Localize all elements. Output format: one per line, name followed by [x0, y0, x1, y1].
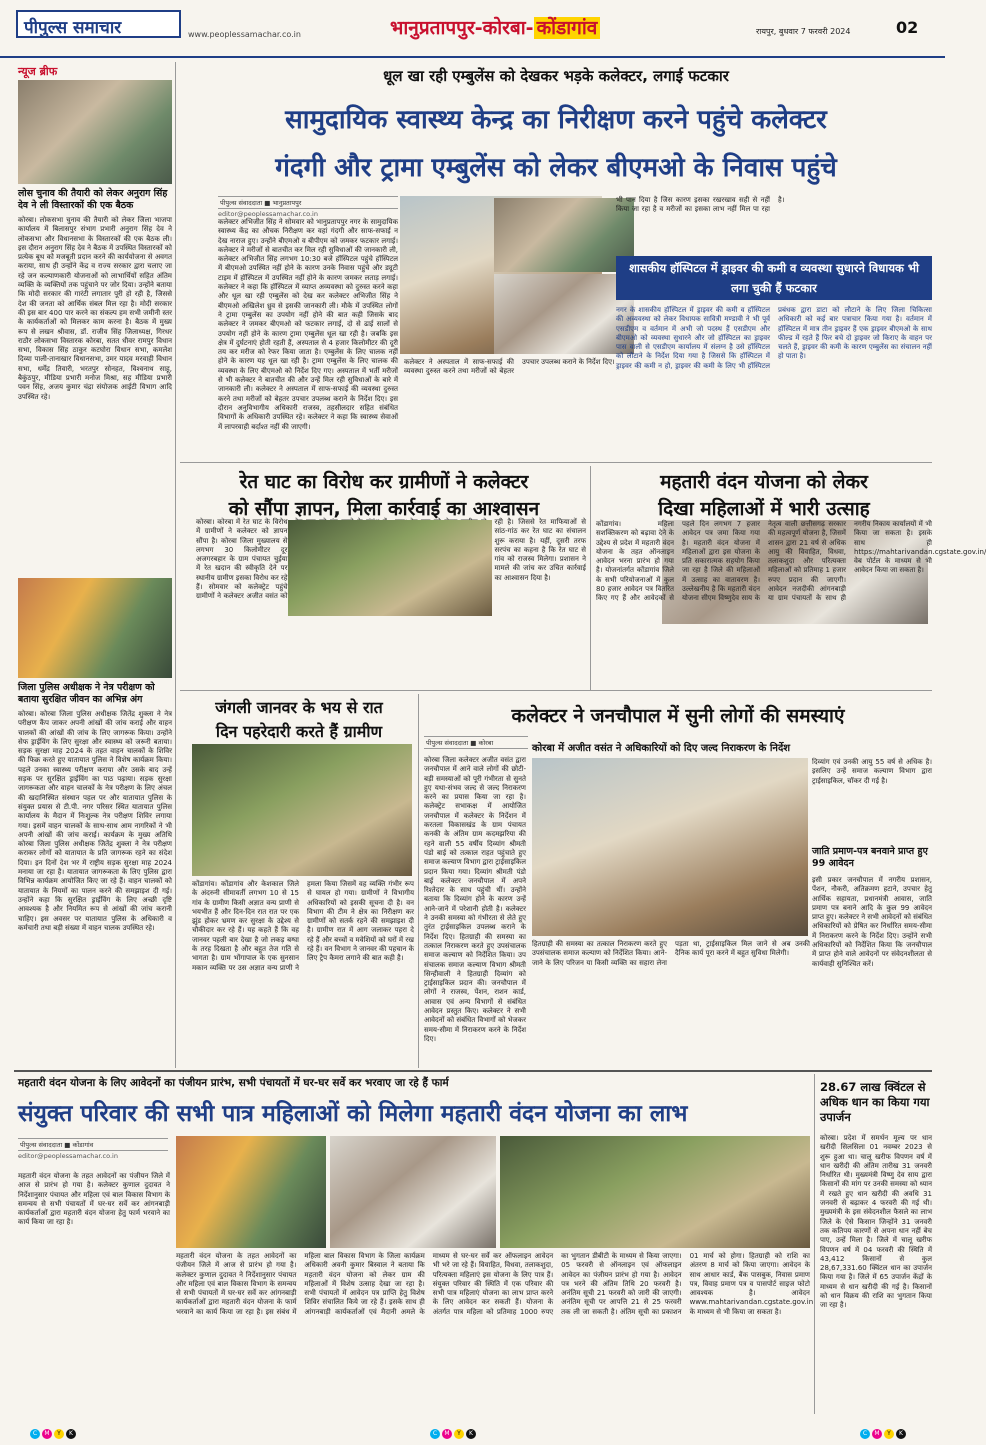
janchaupal-headline: कलेक्टर ने जनचौपाल में सुनी लोगों की समस्याएं	[511, 705, 845, 727]
mahtari-headline-1: महतारी वंदन योजना को लेकर	[660, 471, 868, 493]
section-divider	[180, 462, 932, 463]
mahtari-headline-2: दिखा महिलाओं में भारी उत्साह	[658, 498, 870, 520]
animal-body: कोंडागांव। कोंडागांव और केशकाल जिले के अंदरुनी सीमावर्ती लगभग 10 से 15 गांव के ग्रामीण किसी अज्ञात वन्य प्राणी से भयभीत हैं और दिन-दिन रात रात पर एक झुंड होकर भ्रमण कर सुरक्षा के उद्देश्य से चौकीदार कर रहे हैं। यह कहते हैं कि वह जानवर पहली बार देखा है जो लकड़ बग्घा के तरह दिखता है और बहुत तेज गति से भागता है। ग्राम भोंगापाल के एक सुनसान मकान व्यक्ति पर उस अज्ञात वन्य प्राणी ने हमला किया जिसमें वह व्यक्ति गंभीर रूप से घायल हो गया। ग्रामीणों ने विभागीय अधिकारियों को इसकी सूचना दी है। वन विभाग की टीम ने क्षेत्र का निरीक्षण कर ग्रामीणों को सतर्क रहने की समझाइश दी है। ग्रामीण रात में आग जलाकर पहरा दे रहे हैं और बच्चों व मवेशियों को घरों में रख रहे हैं। वन विभाग ने जानवर की पहचान के लिए ट्रैप कैमरा लगाने की बात कही है।	[192, 880, 414, 972]
janchaupal-body: कोरबा जिला कलेक्टर अजीत वसंत द्वारा जनचौपाल में आने वाले लोगों की छोटी-बड़ी समस्याओं को पूरी गंभीरता से सुनते हुए यथा-संभव जल्द से जल्द निराकरण करने का प्रयास किया जा रहा है। कलेक्ट्रेट सभाकक्ष में आयोजित जनचौपाल में कलेक्टर के निर्देशन में करतला विकासखंड के ग्राम पंचायत कनकी के अंतिम ग्राम कदमझरिया की रहने वाली 55 वर्षीय दिव्यांग श्रीमती पंडो बाई को तत्काल राहत पहुंचाते हुए समाज कल्याण विभाग द्वारा ट्राईसाइकिल प्रदान किया गया। दिव्यांग श्रीमती पंडो बाई कलेक्टर जनचौपाल में अपने रिश्तेदार के साथ पहुंची थीं। उन्होंने बताया कि दिव्यांग होने के कारण उन्हें आने-जाने में परेशानी होती है। कलेक्टर ने उनकी समस्या को गंभीरता से लेते हुए तुरंत ट्राईसाइकिल उपलब्ध कराने के निर्देश दिए। हितग्राही की समस्या का तत्काल निराकरण करते हुए उपसंचालक समाज कल्याण को निर्देशित किया। उप संचालक समाज कल्याण विभाग श्रीमती सिन्हीवाली ने हितग्राही दिव्यांग को ट्राईसाइकिल प्रदान की। जनचौपाल में लोगों ने राजस्व, पेंशन, राशन कार्ड, आवास एवं अन्य विभागों से संबंधित आवेदन प्रस्तुत किए। कलेक्टर ने सभी आवेदनों को संबंधित विभागों को भेजकर समय-सीमा में निराकरण करने के निर्देश दिए।	[424, 756, 526, 1043]
page-number: 02	[896, 18, 919, 37]
brief-photo-eye-camp	[18, 578, 172, 678]
cmyk-c-2: C	[430, 1429, 440, 1439]
joint-photo-2	[330, 1136, 496, 1248]
paddy-body: कोरबा। प्रदेश में समर्थन मूल्य पर धान खरीदी सिलसिला 01 नवम्बर 2023 से शुरू हुआ था। चालू खरीफ विपणन वर्ष में धान खरीदी की अंतिम तारीख 31 जनवरी निर्धारित थी। मुख्यमंत्री विष्णु देव साय द्वारा किसानों की मांग पर उनकी समस्या को ध्यान में रखते हुए धान खरीदी की अवधि 31 जनवरी से बढ़ाकर 4 फरवरी की गई थी। मुख्यमंत्री के इस संवेदनशील फैसले का लाभ जिले के ऐसे किसान जिन्होंने 31 जनवरी तक कतिपय कारणों से अपना धान नहीं बेच पाए, उन्हें मिला है। जिले में चालू खरीफ विपणन वर्ष में 04 फरवरी की स्थिति में 43,412 किसानों से कुल 28,67,331.60 क्विंटल धान का उपार्जन किया गया है। जिले में 65 उपार्जन केंद्रों के माध्यम से धान खरीदी की गई है। किसानों को धान विक्रय की राशि का भुगतान किया जा रहा है।	[820, 1134, 932, 1310]
section-title-highlight: कोंडागांव	[534, 17, 601, 39]
ambulance-sub-headline: शासकीय हॉस्पिटल में ड्राइवर की कमी व व्यवस्था सुधारने विधायक भी लगा चुकी हैं फटकार	[616, 256, 932, 300]
animal-headline-1: जंगली जानवर के भय से रात	[215, 698, 383, 717]
column-divider-2	[590, 466, 591, 690]
section-title-prefix: भानुप्रतापपुर-कोरबा-	[390, 17, 534, 39]
brief-body-2: कोरबा। कोरबा जिला पुलिस अधीक्षक जितेंद्र शुक्ला ने नेत्र परीक्षण कैंप जाकर अपनी आंखों की जांच कराई और वाहन चालकों की आंखों की जांच के लिए जागरूक किया। उन्होंने सेफ ड्राईविंग के लिए सुरक्षा और स्वास्थ्य को जरूरी बताया। सड़क सुरक्षा माह 2024 के तहत वाहन चालकों के शिविर की फिक्र करते हुए यातायात पुलिस ने विशेष कार्यक्रम किया। पहले उनका स्वास्थ्य परीक्षण कराया और उसके बाद उन्हें सड़क पर सुरक्षित ड्राईविंग का पाठ पढ़ाया। सड़क सुरक्षा जागरूकता और वाहन चालकों के नेत्र परीक्षण के लिए अंचल की खदानिस्थित संस्थान पहल पर और यातायात पुलिस के संयुक्त प्रयास से टी.पी. नगर परिसर स्थित यातायात पुलिस कार्यालय के मैदान में निःशुल्क नेत्र परीक्षण शिविर लगाया गया। इसमें वाहन चालकों के साथ-साथ आम नागरिकों ने भी अपनी आंखों की जांच कराई। कार्यक्रम के मुख्य अतिथि कोरबा जिला पुलिस अधीक्षक जितेंद्र शुक्ला ने नेत्र परीक्षण कराकर लोगों को यातायात के प्रति जागरूक रहने का संदेश दिया। इन दिनों देश भर में राष्ट्रीय सड़क सुरक्षा माह 2024 मनाया जा रहा है। यातायात जागरूकता के लिए पुलिस द्वारा विभिन्न कार्यक्रम आयोजित किए जा रहे हैं। वाहन चालकों को यातायात के नियमों का पालन करने की समझाइश दी गई। उन्होंने कहा कि सुरक्षित ड्राईविंग के लिए अच्छी दृष्टि आवश्यक है और नियमित रूप से आंखों की जांच करानी चाहिए। इस अवसर पर यातायात पुलिस के अधिकारी व कर्मचारी तथा बड़ी संख्या में वाहन चालक उपस्थित रहे।	[18, 710, 172, 932]
issue-date: रायपुर, बुधवार 7 फरवरी 2024	[756, 27, 851, 36]
animal-photo	[192, 744, 412, 876]
ambulance-headline-1: सामुदायिक स्वास्थ्य केन्द्र का निरीक्षण करने पहुंचे कलेक्टर	[285, 105, 827, 135]
cmyk-y-2: Y	[454, 1429, 464, 1439]
janchaupal-subhead: कोरबा में अजीत वसंत ने अधिकारियों को दिए जल्द निराकरण के निर्देश	[532, 743, 791, 754]
cmyk-marks-bottom-center	[430, 1420, 478, 1439]
sand-body: कोरबा। कोरबा में रेत घाट के विरोध में ग्रामीणों ने कलेक्टर को ज्ञापन सौंपा है। कोरबा जिला मुख्यालय से लगभग 30 किलोमीटर दूर अजगरबहार के ग्राम पंचायत चुईया में रेत खदान की स्वीकृति देने पर स्थानीय ग्रामीण इसका विरोध कर रहे हैं। सोमवार को कलेक्ट्रेट पहुंचे ग्रामीणों ने कलेक्टर अजीत वसंत को रही है। जिससे रेत माफियाओं से सांठ-गांठ कर रेत घाट का संचालन शुरू कराया है। यहीं, दूसरी तरफ सरपंच का कहना है कि रेत घाट से गांव को राजस्व मिलेगा। प्रशासन ने मामले की जांच कर उचित कार्रवाई का आश्वासन दिया है।	[196, 518, 586, 601]
cmyk-k-2: K	[466, 1429, 476, 1439]
janchaupal-side-body: इसी प्रकार जनचौपाल में नगरीय प्रशासन, पेंशन, नौकरी, अतिक्रमण हटाने, उपचार हेतु आर्थिक सहायता, प्रधानमंत्री आवास, जाति प्रमाण पत्र बनाने आदि के कुल 99 आवेदन प्राप्त हुए। कलेक्टर ने सभी आवेदनों को संबंधित अधिकारियों को प्रेषित कर निर्धारित समय-सीमा में निराकरण करने के निर्देश दिए। उन्होंने सभी अधिकारियों को निर्देशित किया कि जनचौपाल में प्राप्त होने वाले आवेदनों पर संवेदनशीलता से कार्यवाही सुनिश्चित करें।	[812, 876, 932, 968]
cmyk-m-2: M	[442, 1429, 452, 1439]
ambulance-headline-2: गंदगी और ट्रामा एम्बुलेंस को लेकर बीएमओ के निवास पहुंचे	[275, 153, 837, 183]
brand-name: पीपुल्स समाचार	[24, 18, 122, 38]
cmyk-c-3: C	[860, 1429, 870, 1439]
cmyk-c: C	[30, 1429, 40, 1439]
section-divider-2	[180, 690, 932, 691]
ambulance-kicker: धूल खा रही एम्बुलेंस को देखकर भड़के कलेक्टर, लगाई फटकार	[383, 67, 729, 85]
janchaupal-byline	[424, 736, 528, 749]
sand-headline-2: को सौंपा ज्ञापन, मिला कार्रवाई का आश्वासन	[228, 498, 540, 520]
joint-byline-text: पीपुल्स संवाददाता ■ कोंडागांव	[18, 1138, 168, 1151]
column-divider	[175, 62, 176, 1068]
paddy-headline: 28.67 लाख क्विंटल से अधिक धान का किया गया उपार्जन	[820, 1080, 930, 1124]
news-brief-column	[14, 62, 172, 1070]
brief-caption-2: जिला पुलिस अधीक्षक ने नेत्र परीक्षण को बताया सुरक्षित जीवन का अभिन्न अंग	[18, 682, 155, 705]
masthead	[0, 0, 945, 58]
cmyk-k: K	[66, 1429, 76, 1439]
joint-body-first: महतारी वंदन योजना के तहत आवेदनों का पंजीयन जिले में आज से प्रारंभ हो गया है। कलेक्टर कुणाल दुदावत ने निर्देशानुसार पंचायत और महिला एवं बाल विकास विभाग के समन्वय से सभी पंचायतों में घर-घर सर्वे कर आंगनबाड़ी कार्यकर्ताओं द्वारा महतारी वंदन योजना हेतु फार्म भरवाने का कार्य किया जा रहा है।	[18, 1172, 170, 1227]
cmyk-y-3: Y	[884, 1429, 894, 1439]
janchaupal-side-subhead: जाति प्रमाण-पत्र बनवाने प्राप्त हुए 99 आवेदन	[812, 846, 928, 869]
sand-photo	[288, 520, 492, 616]
cmyk-marks-bottom-right	[860, 1420, 908, 1439]
cmyk-m-3: M	[872, 1429, 882, 1439]
ambulance-photo-2	[494, 198, 634, 272]
column-divider-4	[814, 1074, 815, 1414]
ambulance-byline	[218, 196, 398, 218]
cmyk-y: Y	[54, 1429, 64, 1439]
mahtari-body: कोंडागांव। महिला सशक्तिकरण को बढ़ावा देने के उद्देश्य से प्रदेश में महतारी वंदन योजना के तहत ऑनलाइन आवेदन भरना प्रारंभ हो गया है। योजनांतर्गत कोंडागांव जिले के सभी परियोजनाओं में कुल 80 हजार आवेदन पत्र वितरित किए गए हैं और आवेदकों से पहले दिन लगभग 7 हजार आवेदन पत्र जमा किया गया है। महतारी वंदन योजना में महिलाओं द्वारा इस योजना के प्रति सकारात्मक सहयोग किया जा रहा है जिले की महिलाओं में उत्साह का वातावरण है। उल्लेखनीय है कि महतारी वंदन योजना सीएम विष्णुदेव साय के नेतृत्व वाली छत्तीसगढ़ सरकार की महत्वपूर्ण योजना है, जिसमें शासन द्वारा 21 वर्ष से अधिक आयु की विवाहित, विधवा, तलाकशुदा और परित्यक्ता महिलाओं को प्रतिमाह 1 हजार रुपए प्रदान की जाएगी। आवेदन नजदीकी आंगनबाड़ी या ग्राम पंचायतों के साथ ही नगरीय निकाय कार्यालयों में भी किया जा सकता है। इसके साथ ही https://mahtarivandan.cgstate.gov.in/ वेब पोर्टल के माध्यम से भी आवेदन किया जा सकता है।	[596, 520, 986, 603]
brief-body-1: कोरबा। लोकसभा चुनाव की तैयारी को लेकर जिला भाजपा कार्यालय में बिलासपुर संभाग प्रभारी अनुराग सिंह देव ने लोकसभा और विधानसभा के विस्तारकों की एक बैठक ली। इस दौरान अनुराग सिंह देव ने बैठक में उपस्थित विस्तारकों को प्रत्येक बूथ को मजबूती प्रदान करने की कार्ययोजना से अवगत कराया, साथ ही उन्होंने केंद्र व राज्य सरकार द्वारा चलाए जा रहे जन कल्याणकारी योजनाओं को लाभार्थियों सहित अंतिम व्यक्ति के व्यक्तियों तक पहुंचाने पर जोर दिया। उन्होंने बताया कि मोदी सरकार की गारंटी लगातार पूरी हो रही है, जिससे देश की जनता को आर्थिक संबल मिल रहा है। मोदी सरकार की इस बार 400 पार करने का संकल्प हम सभी जमीनी स्तर के कार्यकर्ताओं को मिलकर काम करना है। बैठक में मुख्य रूप से लखन श्रीवास, डॉ. राजीव सिंह जिलाध्यक्ष, गिरधर राठौर लोकसभा विस्तारक कोरबा, सतत धीवर रामपुर विधान सभा, विकास सिंह ठाकुर कटघोरा विधान सभा, कमलेश दिव्या पाली-तानाखार विधानसभा, उमर यादव मरवाही विधान सभा, धर्मेंद्र तिवारी, भरतपुर सोनहत, विश्वनाथ साहू, बैकुंठपुर, मीडिया प्रभारी मनोज मिश्रा, सह मीडिया प्रभारी पवन सिंह, अजय कुमार चंद्रा संयोजक आईटी विभाग आदि उपस्थित रहे।	[18, 216, 172, 401]
section-title	[390, 14, 600, 40]
joint-body: महतारी वंदन योजना के तहत आवेदनों का पंजीयन जिले में आज से प्रारंभ हो गया है। कलेक्टर कुणाल दुदावत ने निर्देशानुसार पंचायत और महिला एवं बाल विकास विभाग के समन्वय से सभी पंचायतों में घर-घर सर्वे कर आंगनबाड़ी कार्यकर्ताओं द्वारा महतारी वंदन योजना के फार्म भरवाने का कार्य किया जा रहा है। इस संबंध में महिला बाल विकास विभाग के जिला कार्यक्रम अधिकारी अवनी कुमार बिस्वाल ने बताया कि महतारी वंदन योजना को लेकर ग्राम की महिलाओं में विशेष उत्साह देखा जा रहा है। सभी पंचायतों में आवेदन पत्र प्राप्ति हेतु विशेष शिविर संचालित किये जा रहे हैं। इसके साथ ही आंगनबाड़ी कार्यकर्ताओं एवं मैदानी अमले के माध्यम से घर-घर सर्वे कर ऑफलाइन आवेदन भी भरे जा रहे हैं। विवाहित, विधवा, तलाकशुदा, परित्यक्ता महिलाएं इस योजना के लिए पात्र हैं। संयुक्त परिवार की स्थिति में एक परिवार की सभी पात्र महिलाएं योजना का लाभ प्राप्त करने के लिए आवेदन कर सकती हैं। योजना के अंतर्गत पात्र महिला को प्रतिमाह 1000 रुपए का भुगतान डीबीटी के माध्यम से किया जाएगा। 05 फरवरी से ऑनलाइन एवं ऑफलाइन आवेदन का पंजीयन प्रारंभ हो गया है। आवेदन पत्र भरने की अंतिम तिथि 20 फरवरी है। अनंतिम सूची 21 फरवरी को जारी की जाएगी। अनंतिम सूची पर आपत्ति 21 से 25 फरवरी तक ली जा सकती है। अंतिम सूची का प्रकाशन 01 मार्च को होगा। हितग्राही को राशि का अंतरण 8 मार्च को किया जाएगा। आवेदन के साथ आधार कार्ड, बैंक पासबुक, निवास प्रमाण पत्र, विवाह प्रमाण पत्र व पासपोर्ट साइज फोटो आवश्यक है। आवेदन www.mahtarivandan.cgstate.gov.in के माध्यम से भी किया जा सकता है।	[176, 1252, 814, 1316]
website: www.peoplessamachar.co.in	[188, 30, 301, 39]
ambulance-body: कलेक्टर अभिजीत सिंह ने सोमवार को भानुप्रतापपुर नगर के सामुदायिक स्वास्थ्य केंद्र का औचक निरीक्षण कर वहां गंदगी और साफ-सफाई न देख नाराज हुए। उन्होंने बीएमओ व बीपीएम को जमकर फटकार लगाई। कलेक्टर ने मरीजों से बातचीत कर मिल रही सुविधाओं की जानकारी ली, कलेक्टर अभिजीत सिंह लगभग 10:30 बजे हॉस्पिटल पहुंचे हॉस्पिटल में बीएमओ उपस्थित नहीं होने के कारण उनके निवास पहुंचे और ड्यूटी टाइम में हॉस्पिटल में उपस्थित नहीं होने के कारण जमकर लताड़ लगाई। कलेक्टर ने कहा कि हॉस्पिटल में व्याप्त अव्यवस्था को दुरुस्त करने कहा और धूल खा रही एम्बुलेंस को देख कर कलेक्टर अभिजीत सिंह ने बीएमओ अखिलेश ध्रुव से इसकी जानकारी ली। मौके में उपस्थित लोगों ने ट्रामा एम्बुलेंस का उपयोग नहीं होने की बात कही जिसके बाद कलेक्टर ने जमकर बीएमओ को फटकार लगाई, दो से ढाई सालों से उपयोग नहीं होने के कारण ट्रामा एम्बुलेंस धूल खा रही है। जबकि इस क्षेत्र में दुर्घटनाएं होती रहती हैं, अस्पताल से 4 हजार किलोमीटर की दूरी तय कर मरीज को रेफर किया जाता है। एम्बुलेंस के लिए चालक नहीं होने के कारण यह धूल खा रही है। ट्रामा एम्बुलेंस के लिए चालक की व्यवस्था के लिए बीएमओ को निर्देश दिए गए। अस्पताल में भर्ती मरीजों से भी कलेक्टर ने बातचीत की और उन्हें मिल रही सुविधाओं के बारे में जानकारी ली। कलेक्टर ने अस्पताल में साफ-सफाई की व्यवस्था दुरुस्त करने तथा मरीजों को बेहतर उपचार उपलब्ध कराने के निर्देश दिए। इस दौरान अनुविभागीय अधिकारी राजस्व, तहसीलदार सहित संबंधित विभागों के अधिकारी उपस्थित रहे। कलेक्टर ने कहा कि स्वास्थ्य सेवाओं में लापरवाही बर्दाश्त नहीं की जाएगी।	[218, 218, 398, 431]
ambulance-body-cont: कलेक्टर ने अस्पताल में साफ-सफाई की व्यवस्था दुरुस्त करने तथा मरीजों को बेहतर उपचार उपलब्ध कराने के निर्देश दिए।	[404, 358, 615, 376]
ambulance-sub-body: नगर के शासकीय हॉस्पिटल में ड्राइवर की कमी व हॉस्पिटल की अव्यवस्था को लेकर विधायक सावित्री मण्डावी ने भी पूर्व एसडीएम व वर्तमान में अभी जो पदस्थ हैं एसडीएम और बीएमओ को व्यवस्था सुधारने और जो हॉस्पिटल का ड्राइवर पास वाली से एसडीएम कार्यालय में संलग्न है उसे हॉस्पिटल को लौटाने के निर्देश दिया गया है जिससे कि हॉस्पिटल में ड्राइवर की कमी न हो, ड्राइवर की कमी के लिए भी हॉस्पिटल प्रबंधक द्वारा डाटा को लौटाने के लिए जिला चिकित्सा अधिकारी को कई बार पत्राचार किया गया है। वर्तमान में हॉस्पिटल में मात्र तीन ड्राइवर हैं एक ड्राइवर बीएमओ के साथ फील्ड में रहते हैं फिर बचे दो ड्राइवर जो किराए के वाहन पर चलते हैं, ड्राइवर की कमी के कारण एम्बुलेंस का संचालन नहीं हो पाता है।	[616, 306, 932, 370]
news-brief-label: न्यूज ब्रीफ	[18, 65, 58, 78]
brand-logo	[16, 10, 181, 38]
ambulance-photo-3	[494, 274, 634, 354]
cmyk-m: M	[42, 1429, 52, 1439]
section-divider-3	[14, 1070, 932, 1072]
janchaupal-byline-text: पीपुल्स संवाददाता ■ कोरबा	[424, 736, 528, 749]
joint-byline	[18, 1138, 168, 1160]
brief-photo-meeting	[18, 80, 172, 184]
joint-photo-1	[176, 1136, 326, 1248]
animal-headline-2: दिन पहरेदारी करते हैं ग्रामीण	[215, 722, 383, 741]
joint-photo-3	[500, 1136, 810, 1248]
ambulance-sub-box	[616, 196, 932, 458]
cmyk-k-3: K	[896, 1429, 906, 1439]
janchaupal-side-top: दिव्यांग एवं उनकी आयु 55 वर्ष से अधिक है। इसलिए उन्हें समाज कल्याण विभाग द्वारा ट्राईसाइकिल, चॉकर दी गई है।	[812, 758, 932, 785]
sand-headline-1: रेत घाट का विरोध कर ग्रामीणों ने कलेक्टर	[239, 471, 529, 493]
ambulance-sub-intro: भी पान दिया है जिस कारण इसका रखरखाव सही से नहीं किया जा रहा है व मरीजों का इसका लाभ नहीं मिल पा रहा है।	[616, 196, 785, 214]
joint-kicker: महतारी वंदन योजना के लिए आवेदनों का पंजीयन प्रारंभ, सभी पंचायतों में घर-घर सर्वे कर भरवाए जा रहे हैं फार्म	[18, 1077, 449, 1089]
cmyk-marks-bottom-left	[30, 1420, 78, 1439]
joint-headline: संयुक्त परिवार की सभी पात्र महिलाओं को मिलेगा महतारी वंदन योजना का लाभ	[18, 1101, 688, 1127]
column-divider-3	[418, 694, 419, 1068]
byline-email: editor@peoplessamachar.co.in	[218, 210, 318, 218]
joint-byline-email: editor@peoplessamachar.co.in	[18, 1152, 118, 1160]
byline-text: पीपुल्स संवाददाता ■ भानुप्रतापपुर	[218, 196, 398, 209]
brief-caption-1: लोस चुनाव की तैयारी को लेकर अनुराग सिंह देव ने ली विस्तारकों की एक बैठक	[18, 188, 168, 211]
janchaupal-photo	[532, 758, 808, 936]
janchaupal-side	[812, 758, 932, 1066]
janchaupal-body-cont: हितग्राही की समस्या का तत्काल निराकरण करते हुए उपसंचालक समाज कल्याण को निर्देशित किया। आने-जाने के लिए परिजन या किसी व्यक्ति का सहारा लेना पड़ता था, ट्राईसाइकिल मिल जाने से अब उनकी दैनिक कार्य पूरा करने में बहुत सुविधा मिलेगी।	[532, 940, 810, 967]
